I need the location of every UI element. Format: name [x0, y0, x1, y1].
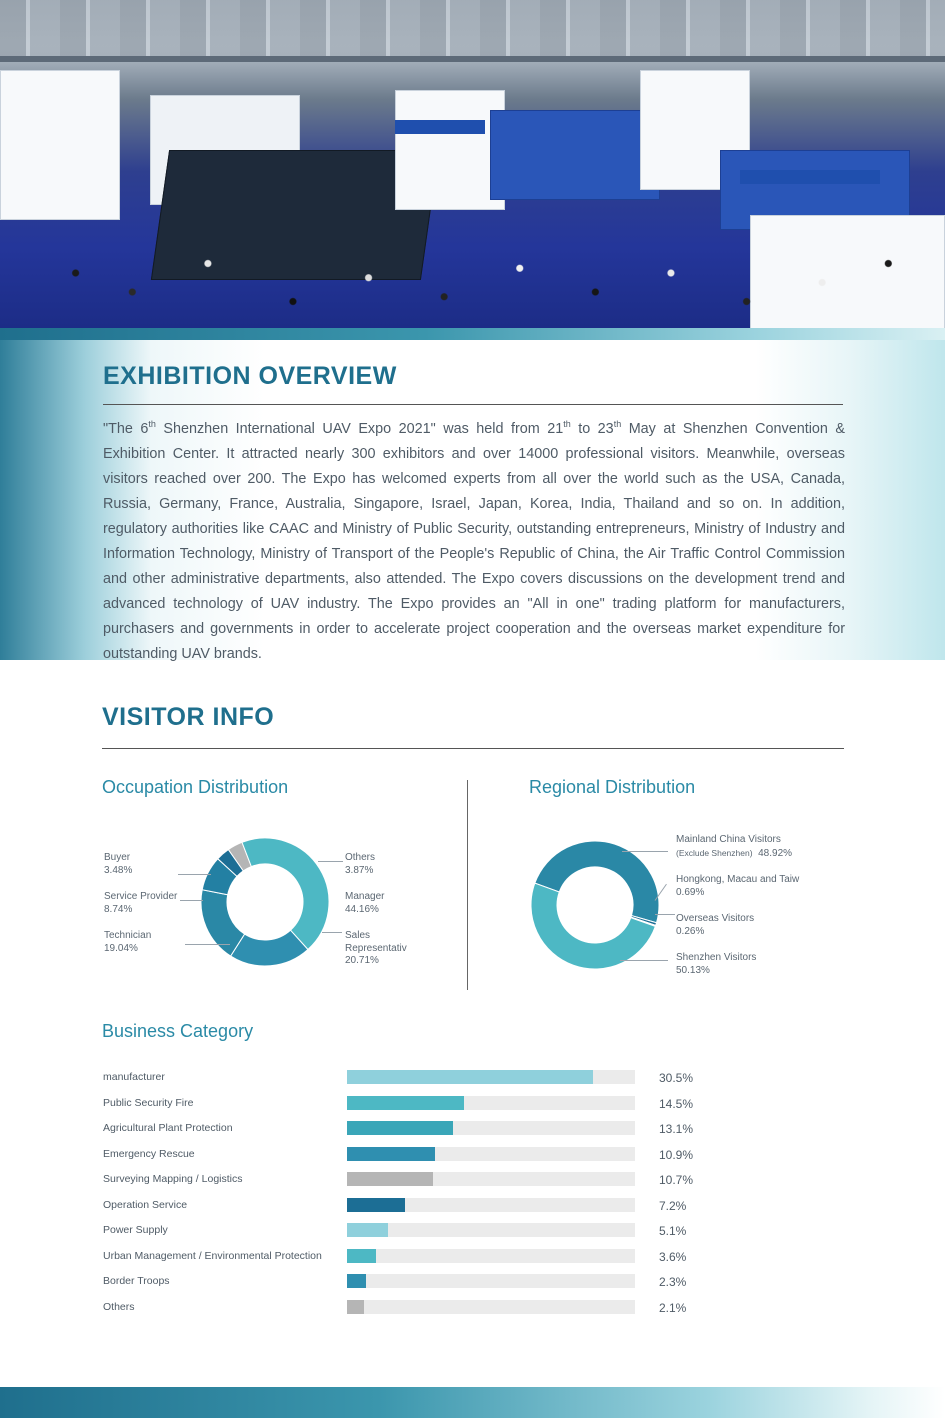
leader-line — [185, 944, 230, 945]
hall-ceiling — [0, 0, 945, 58]
leader-line — [620, 960, 668, 961]
bar — [347, 1223, 388, 1237]
bar-row — [0, 1274, 945, 1299]
hero-photo — [0, 0, 945, 330]
occupation-title: Occupation Distribution — [102, 777, 289, 797]
regional-label-overseas: Overseas Visitors 0.26% — [676, 913, 755, 937]
bar-category-label: Emergency Rescue — [103, 1147, 195, 1160]
bar-track — [347, 1121, 635, 1135]
bar-track — [347, 1070, 635, 1084]
bar-category-label: Operation Service — [103, 1198, 188, 1211]
bar-category-label: Public Security Fire — [103, 1096, 194, 1109]
bar-track — [347, 1274, 635, 1288]
bar — [347, 1172, 433, 1186]
regional-label-shenzhen: Shenzhen Visitors 50.13% — [676, 952, 757, 976]
bar-row — [0, 1172, 945, 1197]
leader-line — [178, 874, 211, 875]
booth-sign — [740, 170, 880, 184]
leader-line — [655, 914, 675, 915]
hall-truss — [0, 56, 945, 62]
bar-track — [347, 1147, 635, 1161]
occupation-label-manager: Manager 44.16% — [345, 891, 385, 915]
bar — [347, 1198, 405, 1212]
bar — [347, 1121, 453, 1135]
bar-track — [347, 1300, 635, 1314]
occupation-label-technician: Technician 19.04% — [104, 930, 152, 954]
bar-row — [0, 1147, 945, 1172]
bar-value-label: 2.1% — [659, 1300, 687, 1315]
crowd — [0, 235, 945, 330]
overview-title: EXHIBITION OVERVIEW — [103, 362, 397, 390]
bar-value-label: 3.6% — [659, 1249, 687, 1264]
bar-row — [0, 1198, 945, 1223]
bar-track — [347, 1172, 635, 1186]
occupation-label-buyer: Buyer 3.48% — [104, 852, 133, 876]
bar-row — [0, 1300, 945, 1325]
slice-manager — [242, 838, 329, 949]
bar-category-label: manufacturer — [103, 1071, 165, 1083]
bar-track — [347, 1223, 635, 1237]
bar-category-label: Power Supply — [103, 1224, 168, 1236]
occupation-donut-chart — [200, 837, 330, 967]
booth-blue — [490, 110, 660, 200]
bar-value-label: 14.5% — [659, 1096, 694, 1111]
column-divider — [467, 780, 468, 990]
bar-value-label: 7.2% — [659, 1198, 687, 1213]
overview-text: "The 6th Shenzhen International UAV Expo 2021" was held from 21th to 23th May at Shenzhen Convention & Exhibition Center. It attracted nearly 300 exhibitors and over 14000 professional visitors. Meanwhile, overseas visitors reached over 200. The Expo has welcomed experts from all over the world such as the USA, Canada, Russia, Germany, France, Australia, Singapore, Israel, Japan, Korea, India, Thailand and so on. In addition, regulatory authorities like CAAC and Ministry of Public Security, outstanding entrepreneurs, Ministry of Industry and Information Technology, Ministry of Transport of the People's Republic of China, the Air Traffic Control Commission and other administrative departments, also attended. The Expo covers discussions on the development trend and advanced technology of UAV industry. The Expo provides an "All in one" trading platform for manufacturers, purchasers and governments in order to accelerate project cooperation and the overseas market expenditure for outstanding UAV brands. — [103, 419, 845, 662]
bar-value-label: 10.7% — [659, 1173, 694, 1187]
bar-value-label: 10.9% — [659, 1147, 694, 1162]
visitor-info-title: VISITOR INFO — [102, 703, 275, 731]
leader-line — [622, 851, 668, 852]
regional-label-mainland: Mainland China Visitors (Exclude Shenzhen) 48.92% — [676, 834, 793, 859]
regional-title: Regional Distribution — [529, 777, 696, 797]
bar — [347, 1249, 376, 1263]
bar-category-label: Agricultural Plant Protection — [103, 1122, 233, 1134]
bar-value-label: 2.3% — [659, 1275, 687, 1289]
bar — [347, 1300, 364, 1314]
leader-line — [180, 900, 203, 901]
bar-row — [0, 1121, 945, 1146]
bar — [347, 1070, 593, 1084]
decorative-band-bottom — [0, 1387, 945, 1418]
occupation-label-others: Others 3.87% — [345, 852, 376, 876]
leader-line — [322, 932, 342, 933]
bar-category-label: Surveying Mapping / Logistics — [103, 1173, 243, 1185]
regional-donut-chart — [530, 840, 660, 970]
booth-left — [0, 70, 120, 220]
bar-row — [0, 1223, 945, 1248]
bar-row — [0, 1070, 945, 1095]
bar-track — [347, 1249, 635, 1263]
bar-track — [347, 1198, 635, 1212]
bar-category-label: Border Troops — [103, 1275, 170, 1287]
bar — [347, 1096, 464, 1110]
bar-row — [0, 1096, 945, 1121]
bar-track — [347, 1096, 635, 1110]
occupation-label-service-provider: Service Provider 8.74% — [104, 891, 178, 915]
bar-row — [0, 1249, 945, 1274]
business-title: Business Category — [102, 1021, 254, 1041]
overview-divider — [103, 404, 843, 405]
bar-category-label: Urban Management / Environmental Protection — [103, 1249, 322, 1262]
occupation-label-sales: Sales Representativ 20.71% — [345, 930, 407, 966]
bar-value-label: 30.5% — [659, 1071, 694, 1085]
bar — [347, 1274, 366, 1288]
bar — [347, 1147, 435, 1161]
bar-category-label: Others — [103, 1300, 135, 1313]
visitor-info-divider — [102, 748, 844, 749]
regional-label-hongkong: Hongkong, Macau and Taiw 0.69% — [676, 874, 800, 898]
booth — [395, 90, 505, 210]
bar-value-label: 5.1% — [659, 1224, 687, 1238]
leader-line — [318, 861, 343, 862]
booth-sign — [395, 120, 485, 134]
bar-value-label: 13.1% — [659, 1122, 694, 1136]
